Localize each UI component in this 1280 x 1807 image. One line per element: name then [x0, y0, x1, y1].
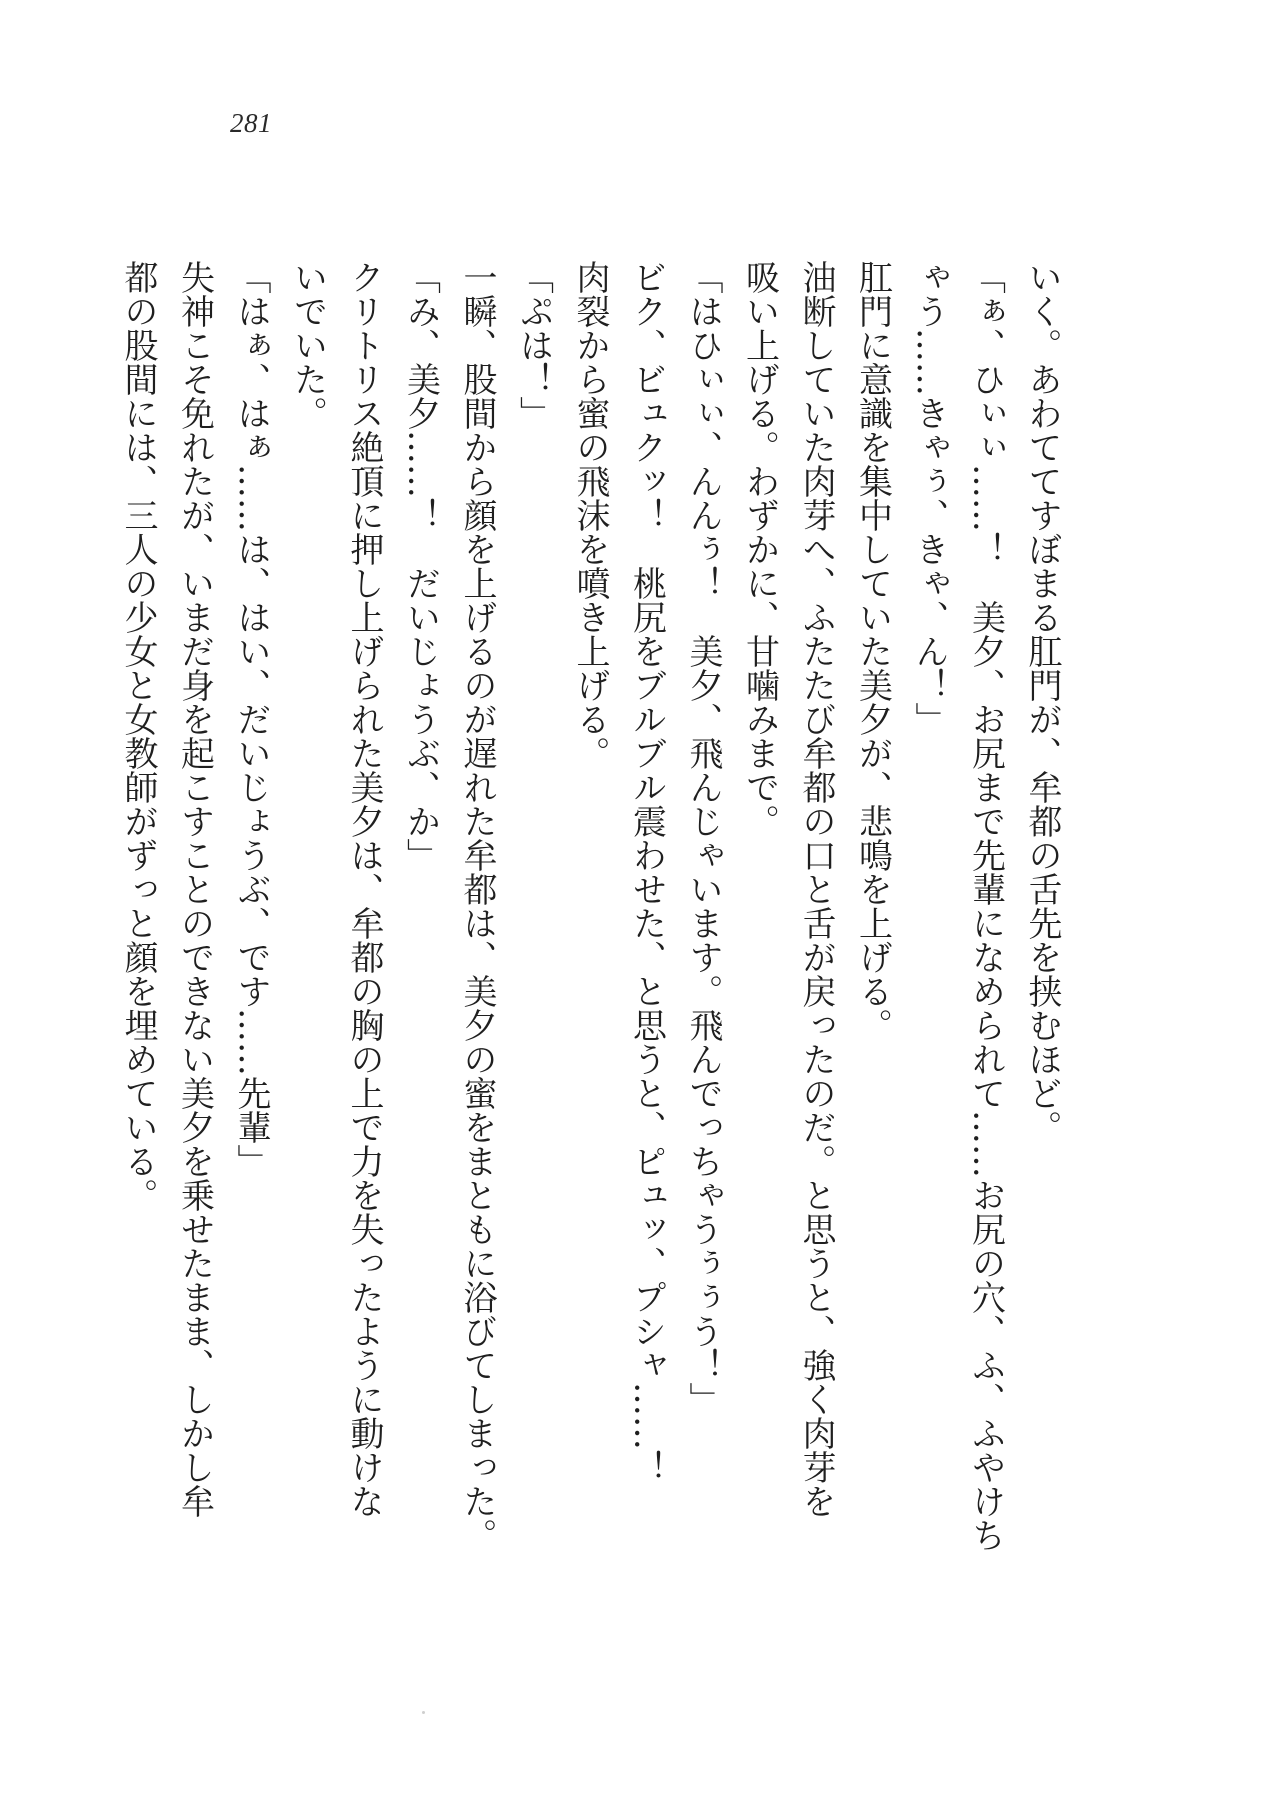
text-line: 肛門に意識を集中していた美夕が、悲鳴を上げる。 [852, 260, 893, 1042]
text-line: 都の股間には、三人の少女と女教師がずっと顔を埋めている。 [118, 260, 158, 1212]
text-line: ゃう……きゃぅ、きゃ、ん！」 [909, 260, 949, 736]
text-line: 「ぁ、ひぃぃ……！ 美夕、お尻まで先輩になめられて……お尻の穴、ふ、ふやけち [965, 260, 1006, 1552]
text-line: 吸い上げる。わずかに、甘噛みまで。 [739, 260, 780, 838]
text-line: いでいた。 [287, 260, 328, 430]
text-line: 失神こそ免れたが、いまだ身を起こすことのできない美夕を乗せたまま、しかし牟 [174, 260, 215, 1518]
page-speck [422, 1711, 425, 1714]
text-line: 肉裂から蜜の飛沫を噴き上げる。 [570, 260, 610, 770]
text-line: 「ぷは！」 [513, 260, 554, 430]
page-number: 281 [230, 108, 272, 138]
text-line: 油断していた肉芽へ、ふたたび牟都の口と舌が戻ったのだ。と思うと、強く肉芽を [796, 260, 836, 1518]
text-line: クリトリス絶頂に押し上げられた美夕は、牟都の胸の上で力を失ったように動けな [344, 260, 384, 1518]
text-line: 一瞬、股間から顔を上げるのが遅れた牟都は、美夕の蜜をまともに浴びてしまった。 [457, 260, 497, 1552]
text-line: 「み、美夕……！ だいじょうぶ、か」 [400, 260, 441, 872]
text-line: 「はぁ、はぁ……は、はい、だいじょうぶ、です……先輩」 [231, 260, 271, 1178]
body-text [110, 260, 1071, 1560]
text-line: 「はひぃぃ、んんぅ！ 美夕、飛んじゃいます。飛んでっちゃうぅぅう！」 [683, 260, 723, 1416]
text-line: ビク、ビュクッ！ 桃尻をブルブル震わせた、と思うと、ピュッ、プシャ……！ [626, 260, 667, 1484]
text-line: いく。あわててすぼまる肛門が、牟都の舌先を挟むほど。 [1022, 260, 1062, 1144]
